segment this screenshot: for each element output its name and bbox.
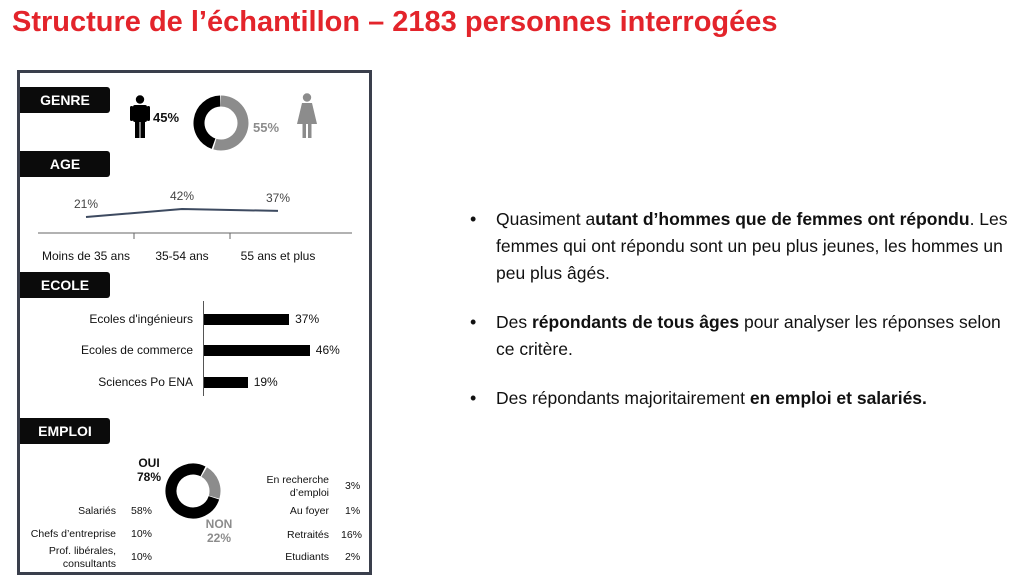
ecole-bar [204,377,248,388]
recherche-line2: d’emploi [289,487,329,499]
prof-liberales-label [26,545,116,571]
ecole-value-label: 46% [315,343,340,357]
non-percent: 22% [206,531,232,545]
genre-tag: GENRE [20,87,110,113]
ecole-category-label: Sciences Po ENA [98,375,193,389]
au-foyer-label: Au foyer [289,505,329,517]
chefs-label: Chefs d’entreprise [30,528,116,540]
age-value-label: 21% [73,197,99,212]
woman-icon [296,93,318,139]
oui-label: OUI [138,456,160,470]
finding-3 [470,385,1015,412]
finding-1-bold: utant d’hommes que de femmes ont répondu [595,209,970,229]
salaries-value: 58% [131,505,153,517]
age-category-label: 55 ans et plus [240,249,316,263]
finding-1-text: Quasiment a [496,209,596,229]
finding-3-text: Des répondants majoritairement [496,388,750,408]
oui-percent: 78% [136,470,162,484]
recherche-emploi-label [244,474,329,500]
finding-2-bold: répondants de tous âges [531,312,740,332]
finding-1-rest: . Les femmes qui ont répondu sont un peu plus jeunes, les hommes un peu plus âgés. [496,209,1008,283]
page-title: Structure de l’échantillon – 2183 personnes interrogées [12,6,778,38]
salaries-label: Salariés [78,505,116,517]
finding-2-text: Des [496,312,532,332]
age-value-label: 37% [265,190,291,205]
man-icon [130,95,150,139]
recherche-emploi-value: 3% [345,480,361,492]
ecole-value-label: 19% [253,375,278,389]
ecole-bar [204,314,289,325]
prof-liberales-value: 10% [131,551,153,563]
women-percent: 55% [253,120,280,135]
prof-liberales-line1: Prof. libérales, [48,545,116,557]
men-percent: 45% [153,110,180,125]
finding-3-bold: en emploi et salariés. [749,388,927,408]
genre-men-segment [199,101,220,144]
non-block [201,517,237,545]
recherche-line1: En recherche [266,474,329,486]
age-category-label: Moins de 35 ans [41,249,131,263]
sample-structure-panel [17,70,372,575]
etudiants-label: Etudiants [285,551,329,563]
retraites-label: Retraités [286,529,329,541]
retraites-value: 16% [341,529,363,541]
prof-liberales-line2: consultants [62,558,116,570]
finding-2-rest: pour analyser les réponses selon ce critère. [496,312,1001,359]
ecole-bar [204,345,310,356]
genre-donut [193,95,249,151]
au-foyer-value: 1% [345,505,361,517]
finding-1 [470,206,1015,287]
chefs-value: 10% [131,528,153,540]
emploi-non-segment [204,472,215,497]
age-value-label: 42% [169,189,195,204]
ecole-category-label: Ecoles de commerce [80,343,193,357]
finding-2 [470,309,1015,363]
emploi-donut [165,463,221,519]
genre-women-segment [215,101,243,145]
age-series-line [86,209,278,217]
key-findings-list [470,206,1015,434]
age-tag: AGE [20,151,110,177]
ecole-category-label: Ecoles d'ingénieurs [89,312,193,326]
emploi-tag: EMPLOI [20,418,110,444]
etudiants-value: 2% [345,551,361,563]
ecole-value-label: 37% [295,312,320,326]
oui-block [134,456,164,484]
non-label: NON [205,517,233,531]
ecole-tag: ECOLE [20,272,110,298]
age-category-label: 35-54 ans [155,249,209,263]
